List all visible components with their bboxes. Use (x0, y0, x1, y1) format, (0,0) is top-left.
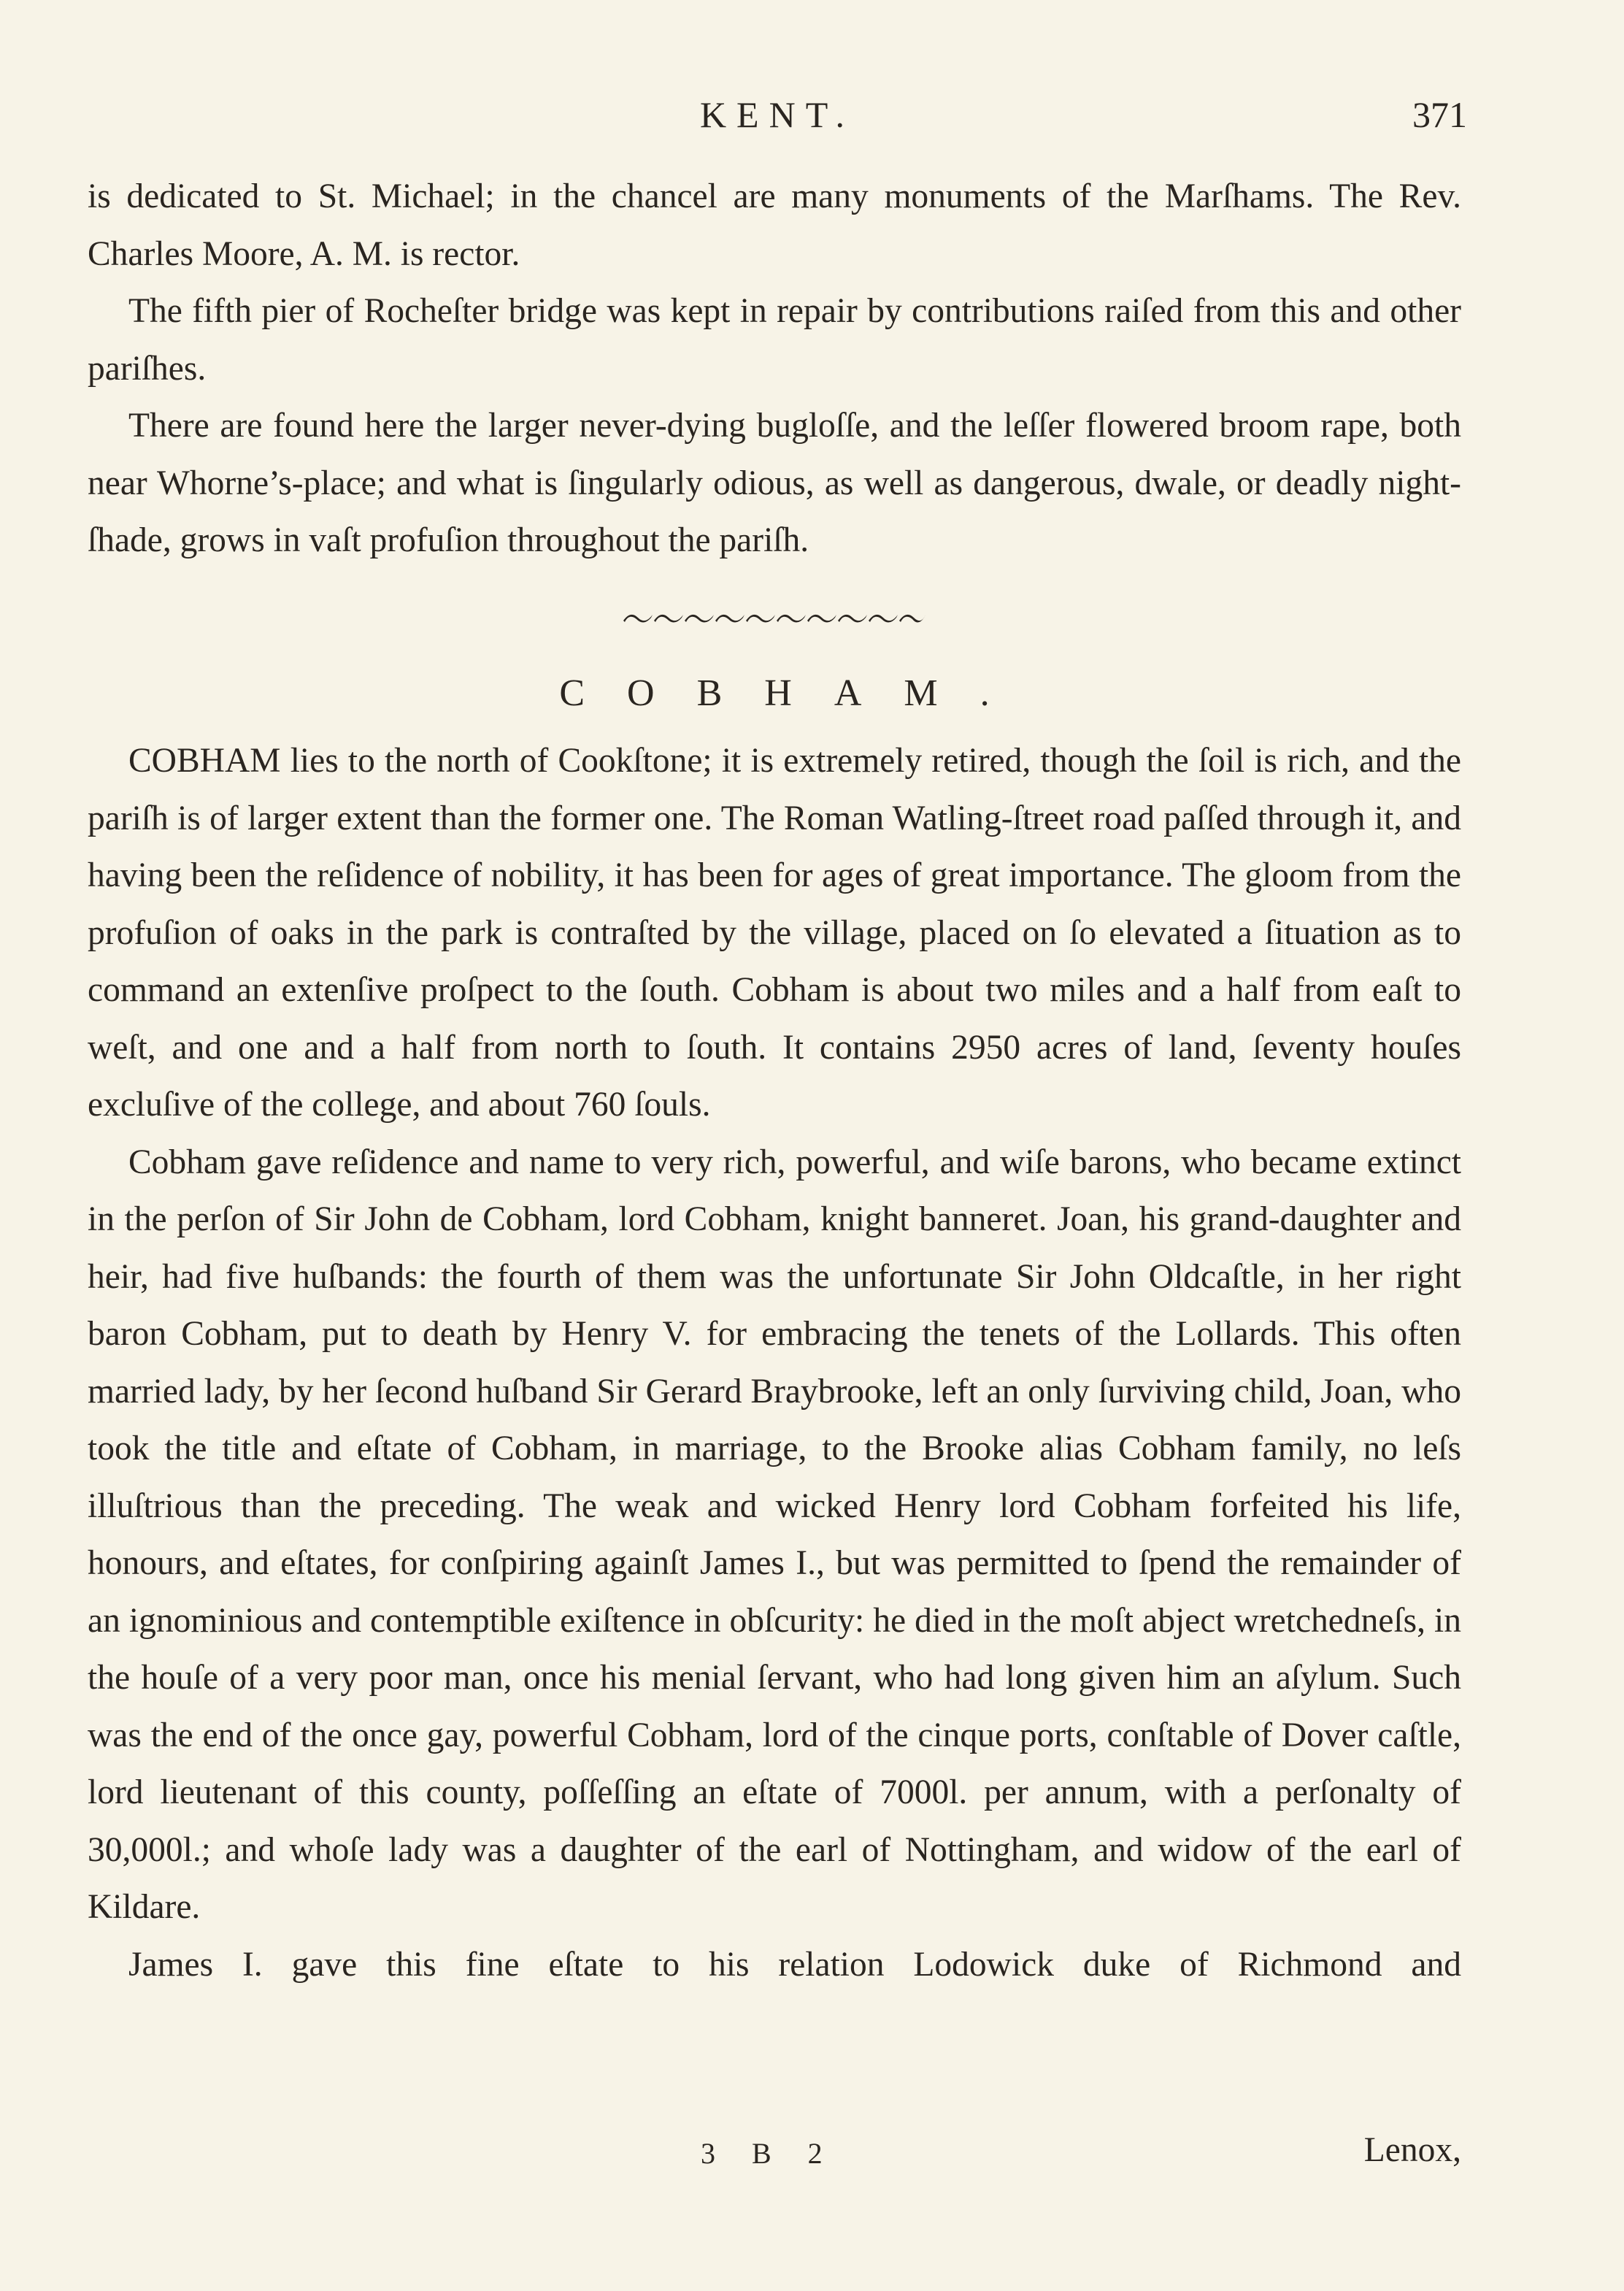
page-number: 371 (1412, 94, 1467, 135)
page-footer (88, 2130, 1461, 2189)
paragraph-continuation: is dedicated to St. Michael; in the chancel are many monuments of the Marſhams. The Rev. Charles Moore, A. M. is rector. (88, 177, 1461, 273)
top-text-block (88, 168, 1461, 569)
section-title: COBHAM. (559, 672, 1032, 714)
paragraph-cobham-history: Cobham gave reſidence and name to very rich, powerful, and wiſe barons, who became extinct in the perſon of Sir John de Cobham, lord Cobham, knight banneret. Joan, his grand-daughter and heir, had five huſbands: the fourth of them was the unfortunate Sir John Oldcaſtle, in her right baron Cobham, put to death by Henry V. for embracing the tenets of the Lollards. This often married lady, by her ſecond huſband Sir Gerard Braybrooke, left an only ſurviving child, Joan, who took the title and eſtate of Cobham, in marriage, to the Brooke alias Cobham family, no leſs illuſtrious than the preceding. The weak and wicked Henry lord Cobham forfeited his life, honours, and eſtates, for conſpiring againſt James I., but was permitted to ſpend the remainder of an ignominious and contemptible exiſtence in obſcurity: he died in the moſt abject wretchedneſs, in the houſe of a very poor man, once his menial ſervant, who had long given him an aſylum. Such was the end of the once gay, powerful Cobham, lord of the cinque ports, conſtable of Dover caſtle, lord lieutenant of this county, poſſeſſing an eſtate of 7000l. per annum, with a perſonalty of 30,000l.; and whoſe lady was a daughter of the earl of Nottingham, and widow of the earl of Kildare. (88, 1143, 1461, 1926)
page-header (88, 93, 1467, 145)
paragraph-plants: There are found here the larger never-dying bugloſſe, and the leſſer flowered broom rape, both near Whorne’s-place; and what is ſingularly odious, as well as dangerous, dwale, or deadly night-ſhade, grows in vaſt profuſion throughout the pariſh. (88, 407, 1461, 559)
paragraph-rochester-bridge: The fifth pier of Rocheſter bridge was kept in repair by contributions raiſed from this and other pariſhes. (88, 292, 1461, 388)
paragraph-cobham-description: COBHAM lies to the north of Cookſtone; it is extremely retired, though the ſoil is rich, and the pariſh is of larger extent than the former one. The Roman Watling-ſtreet road paſſed through it, and having been the reſidence of nobility, it has been for ages of great importance. The gloom from the profuſion of oaks in the park is contraſted by the village, placed on ſo elevated a ſituation as to command an extenſive proſpect to the ſouth. Cobham is about two miles and a half from eaſt to weſt, and one and a half from north to ſouth. It contains 2950 acres of land, ſeventy houſes excluſive of the college, and about 760 ſouls. (88, 742, 1461, 1124)
paragraph-james-estate: James I. gave this fine eſtate to his relation Lodowick duke of Richmond and (128, 1945, 1461, 1984)
section-divider-ornament (620, 607, 927, 626)
section-text-block (88, 732, 1461, 1993)
signature-mark: 3 B 2 (701, 2137, 837, 2170)
catchword: Lenox, (1363, 2131, 1461, 2169)
running-head: KENT. (699, 94, 855, 135)
